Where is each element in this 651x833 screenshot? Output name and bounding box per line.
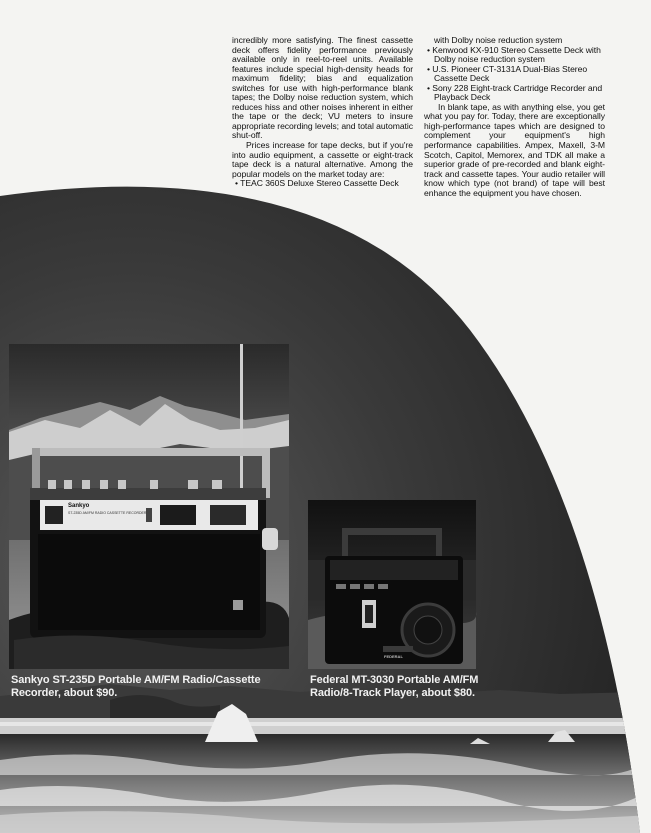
- list-item: • Sony 228 Eight-track Cartridge Recorder and Playback Deck: [427, 82, 603, 103]
- photo-federal: [308, 500, 476, 669]
- list-item-continued: with Dolby noise reduction system: [434, 35, 563, 45]
- paragraph: Prices increase for tape decks, but if you're into audio equipment, a cassette or eight-track tape deck is a natural alternative. Among the popular models on the market today are:: [232, 140, 413, 179]
- article-column-left: [232, 36, 413, 189]
- sankyo-model-label: ST-235D AM/FM RADIO CASSETTE RECORDER: [68, 511, 147, 515]
- federal-brand-label: FEDERAL: [384, 654, 403, 659]
- photo-sankyo: [9, 344, 289, 669]
- list-item: • TEAC 360S Deluxe Stereo Cassette Deck: [235, 178, 399, 189]
- article-column-right: [424, 36, 605, 198]
- caption-sankyo: Sankyo ST-235D Portable AM/FM Radio/Cassette Recorder, about $90.: [11, 674, 261, 699]
- list-item: • Kenwood KX-910 Stereo Cassette Deck with Dolby noise reduction system: [427, 44, 601, 65]
- paragraph: In blank tape, as with anything else, you get what you pay for. Today, there are exceptionally high-performance tapes which are designed to complement your equipment's high performance capabilities. Ampex, Maxell, 3-M Scotch, Capitol, Memorex, and TDK all make a superior grade of pre-recorded and blank eight-track and cassette tapes. Your audio retailer will know which type (not brand) of tape will best enhance the equipment you have chosen.: [424, 101, 605, 198]
- sankyo-brand-label: Sankyo: [68, 503, 90, 509]
- list-item: • U.S. Pioneer CT-3131A Dual-Bias Stereo Cassette Deck: [427, 63, 588, 84]
- paragraph: incredibly more satisfying. The finest cassette deck offers fidelity performance previously available only in reel-to-reel units. Available features include special high-density heads for maximum fidelity; bias and equalization switches for use with high-performance blank tapes; the Dolby noise reduction system, which reduces hiss and other noises inherent in either the tape or the deck; VU meters to insure appropriate recording levels; and total automatic shut-off.: [232, 35, 413, 141]
- caption-federal: Federal MT-3030 Portable AM/FM Radio/8-Track Player, about $80.: [310, 674, 479, 699]
